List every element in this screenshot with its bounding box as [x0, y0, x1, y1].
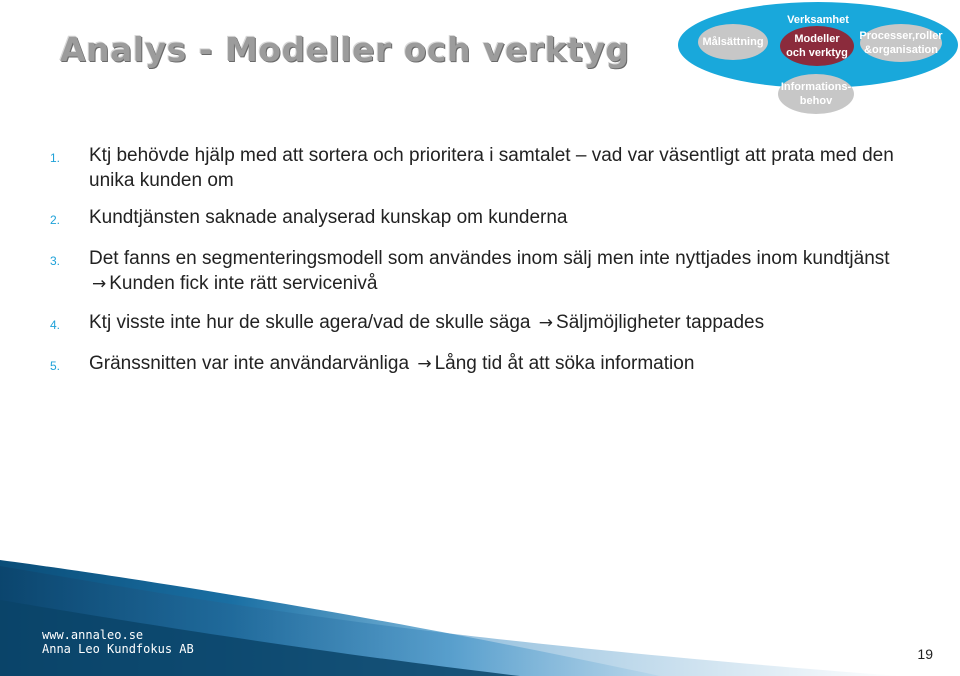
list-text: [89, 310, 910, 338]
modeller-label-line2: och verktyg: [786, 47, 848, 59]
info-label-line2: behov: [799, 95, 833, 107]
malsattning-label: Målsättning: [702, 36, 764, 48]
slide-title: Analys - Modeller och verktyg: [60, 30, 630, 69]
processer-label-line1: Processer,roller: [859, 30, 943, 42]
list-item: [50, 205, 910, 233]
processer-label-line2: &organisation: [864, 44, 938, 56]
processer-label: [859, 29, 942, 57]
list-text-effect: Säljmöjligheter tappades: [556, 312, 765, 333]
list-text: [89, 246, 910, 297]
footer-company: Anna Leo Kundfokus AB: [42, 642, 194, 656]
footer-credit: [42, 628, 194, 656]
page-number: 19: [917, 646, 933, 662]
model-diagram: [678, 0, 960, 120]
arrow-right-icon: →: [417, 354, 432, 374]
list-number: 2.: [50, 213, 61, 227]
footer-url: www.annaleo.se: [42, 628, 144, 642]
list-text-cause: Gränssnitten var inte användarvänliga: [89, 353, 410, 374]
modeller-label-line1: Modeller: [794, 33, 840, 45]
footer-swoosh: [0, 560, 960, 676]
list-item: [50, 351, 910, 379]
list-item: [50, 310, 910, 338]
findings-list: [50, 143, 910, 379]
list-text-cause: Ktj visste inte hur de skulle agera/vad de skulle säga: [89, 312, 531, 333]
arrow-right-icon: →: [92, 274, 107, 294]
list-item: [50, 246, 910, 297]
informationsbehov-label: [781, 80, 851, 108]
list-text: Ktj behövde hjälp med att sortera och prioritera i samtalet – vad var väsentligt att prata med den unika kunden om: [89, 145, 894, 191]
modeller-node: [780, 26, 854, 66]
verksamhet-label: Verksamhet: [787, 14, 849, 26]
list-number: 3.: [50, 254, 61, 268]
arrow-right-icon: →: [538, 313, 554, 333]
list-text-effect: Kunden fick inte rätt servicenivå: [109, 273, 378, 294]
list-number: 4.: [50, 318, 61, 332]
list-number: 1.: [50, 151, 61, 165]
informationsbehov-node: [778, 74, 854, 114]
list-number: 5.: [50, 359, 61, 373]
list-text: [89, 351, 910, 379]
list-text-effect: Lång tid åt att söka information: [434, 353, 695, 374]
processer-node: [860, 24, 942, 62]
list-text: Kundtjänsten saknade analyserad kunskap om kunderna: [89, 207, 568, 228]
list-text-cause: Det fanns en segmenteringsmodell som användes inom sälj men inte nyttjades inom kundtjänst: [89, 248, 890, 269]
malsattning-node: [698, 24, 768, 60]
info-label-line1: Informations-: [780, 81, 852, 93]
modeller-label: [786, 32, 848, 60]
list-item: [50, 143, 910, 193]
